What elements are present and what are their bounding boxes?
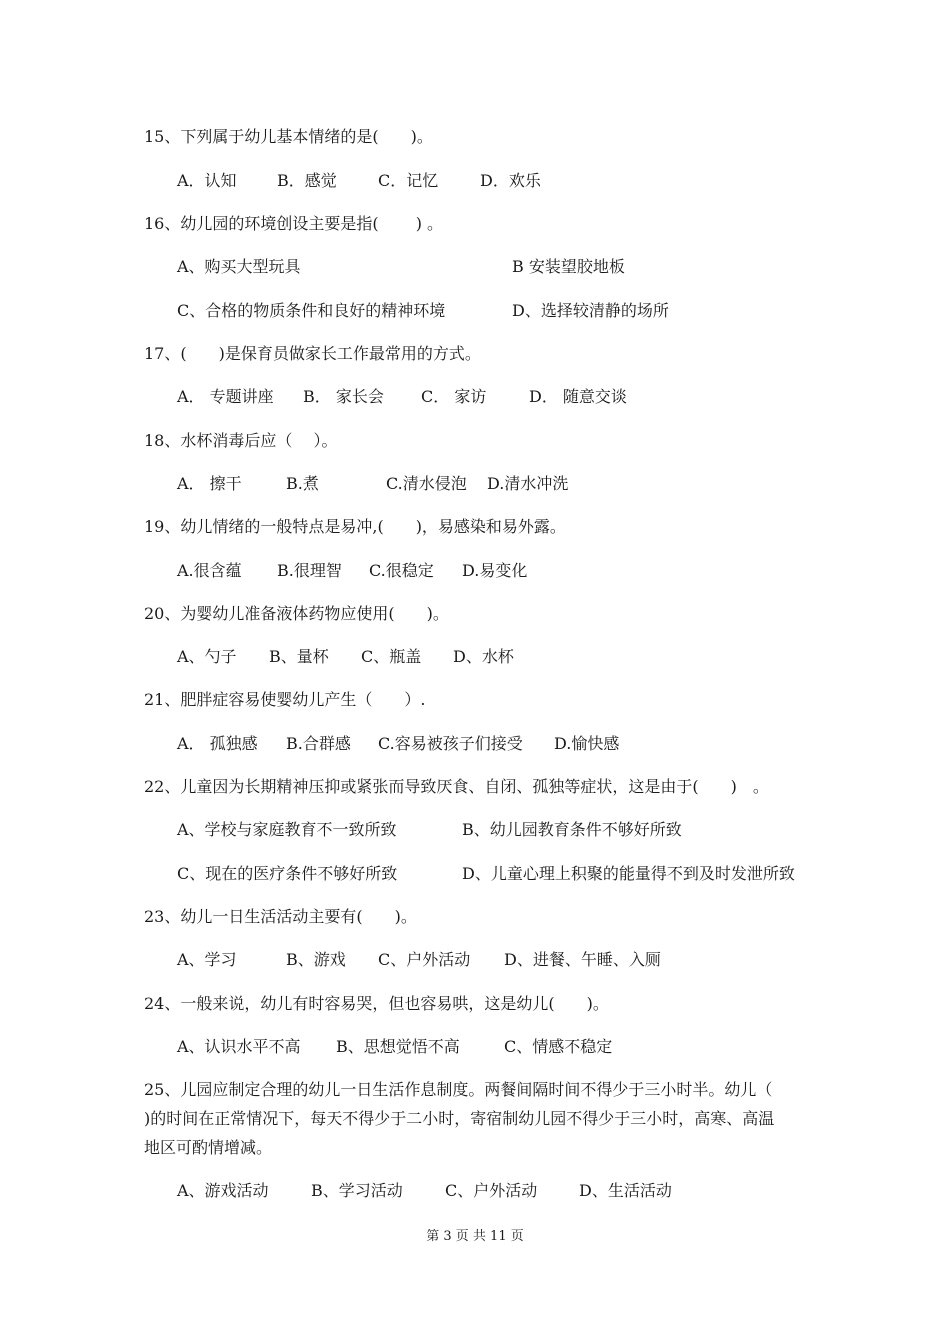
q20-option-b: B、量杯 (269, 647, 329, 666)
q19-option-b: B.很理智 (277, 561, 342, 580)
q22-option-c: C、现在的医疗条件不够好所致 (177, 864, 398, 883)
q19-option-a: A.很含蕴 (177, 561, 242, 580)
question-16-stem: 16、幼儿园的环境创设主要是指( ) 。 (144, 214, 444, 233)
question-15-stem: 15、下列属于幼儿基本情绪的是( )。 (144, 127, 433, 146)
q18-option-a: A． 擦干 (177, 474, 242, 493)
q20-option-c: C、瓶盖 (361, 647, 422, 666)
q21-option-b: B.合群感 (286, 734, 351, 753)
question-24-stem: 24、一般来说，幼儿有时容易哭，但也容易哄，这是幼儿( )。 (144, 994, 609, 1013)
q19-option-c: C.很稳定 (369, 561, 434, 580)
q21-option-a: A． 孤独感 (177, 734, 258, 753)
q25-option-a: A、游戏活动 (177, 1181, 269, 1200)
q18-option-d: D.清水冲洗 (487, 474, 569, 493)
q15-option-c: C．记忆 (378, 171, 439, 190)
question-25-stem-line-2: )的时间在正常情况下，每天不得少于二小时，寄宿制幼儿园不得少于三小时，高寒、高温 (144, 1109, 775, 1128)
q16-option-a: A、购买大型玩具 (177, 257, 301, 276)
q17-option-a: A． 专题讲座 (177, 387, 274, 406)
question-22-stem: 22、儿童因为长期精神压抑或紧张而导致厌食、自闭、孤独等症状，这是由于( ) 。 (144, 777, 769, 796)
q16-option-d: D、选择较清静的场所 (512, 301, 669, 320)
q23-option-c: C、户外活动 (378, 950, 471, 969)
q23-option-d: D、进餐、午睡、入厕 (504, 950, 661, 969)
q16-option-b: B 安装望胶地板 (512, 257, 625, 276)
q16-option-c: C、合格的物质条件和良好的精神环境 (177, 301, 446, 320)
q23-option-b: B、游戏 (286, 950, 346, 969)
q17-option-c: C． 家访 (421, 387, 487, 406)
question-19-stem: 19、幼儿情绪的一般特点是易冲,( )，易感染和易外露。 (144, 517, 566, 536)
q24-option-c: C、情感不稳定 (504, 1037, 613, 1056)
q17-option-b: B． 家长会 (303, 387, 384, 406)
question-23-stem: 23、幼儿一日生活活动主要有( )。 (144, 907, 417, 926)
question-20-stem: 20、为婴幼儿准备液体药物应使用( )。 (144, 604, 449, 623)
q20-option-d: D、水杯 (453, 647, 514, 666)
q22-option-d: D、儿童心理上积聚的能量得不到及时发泄所致 (462, 864, 795, 883)
question-21-stem: 21、肥胖症容易使婴幼儿产生（ ）. (144, 690, 426, 709)
q20-option-a: A、勺子 (177, 647, 237, 666)
question-25-stem-line-3: 地区可酌情增减。 (144, 1138, 273, 1157)
question-18-stem: 18、水杯消毒后应（ ）。 (144, 431, 338, 450)
q24-option-a: A、认识水平不高 (177, 1037, 301, 1056)
q22-option-a: A、学校与家庭教育不一致所致 (177, 820, 397, 839)
q21-option-d: D.愉快感 (554, 734, 620, 753)
q25-option-b: B、学习活动 (311, 1181, 403, 1200)
q25-option-d: D、生活活动 (579, 1181, 672, 1200)
q15-option-d: D．欢乐 (480, 171, 541, 190)
q25-option-c: C、户外活动 (445, 1181, 538, 1200)
q23-option-a: A、学习 (177, 950, 237, 969)
q21-option-c: C.容易被孩子们接受 (378, 734, 523, 753)
page-number-footer: 第 3 页 共 11 页 (426, 1229, 524, 1244)
question-17-stem: 17、( )是保育员做家长工作最常用的方式。 (144, 344, 481, 363)
q18-option-b: B.煮 (286, 474, 319, 493)
q18-option-c: C.清水侵泡 (386, 474, 467, 493)
q15-option-a: A．认知 (177, 171, 237, 190)
q15-option-b: B．感觉 (277, 171, 337, 190)
q19-option-d: D.易变化 (462, 561, 528, 580)
q17-option-d: D． 随意交谈 (529, 387, 627, 406)
q22-option-b: B、幼儿园教育条件不够好所致 (462, 820, 682, 839)
question-25-stem-line-1: 25、儿园应制定合理的幼儿一日生活作息制度。两餐间隔时间不得少于三小时半。幼儿（ (144, 1080, 773, 1099)
q24-option-b: B、思想觉悟不高 (336, 1037, 460, 1056)
